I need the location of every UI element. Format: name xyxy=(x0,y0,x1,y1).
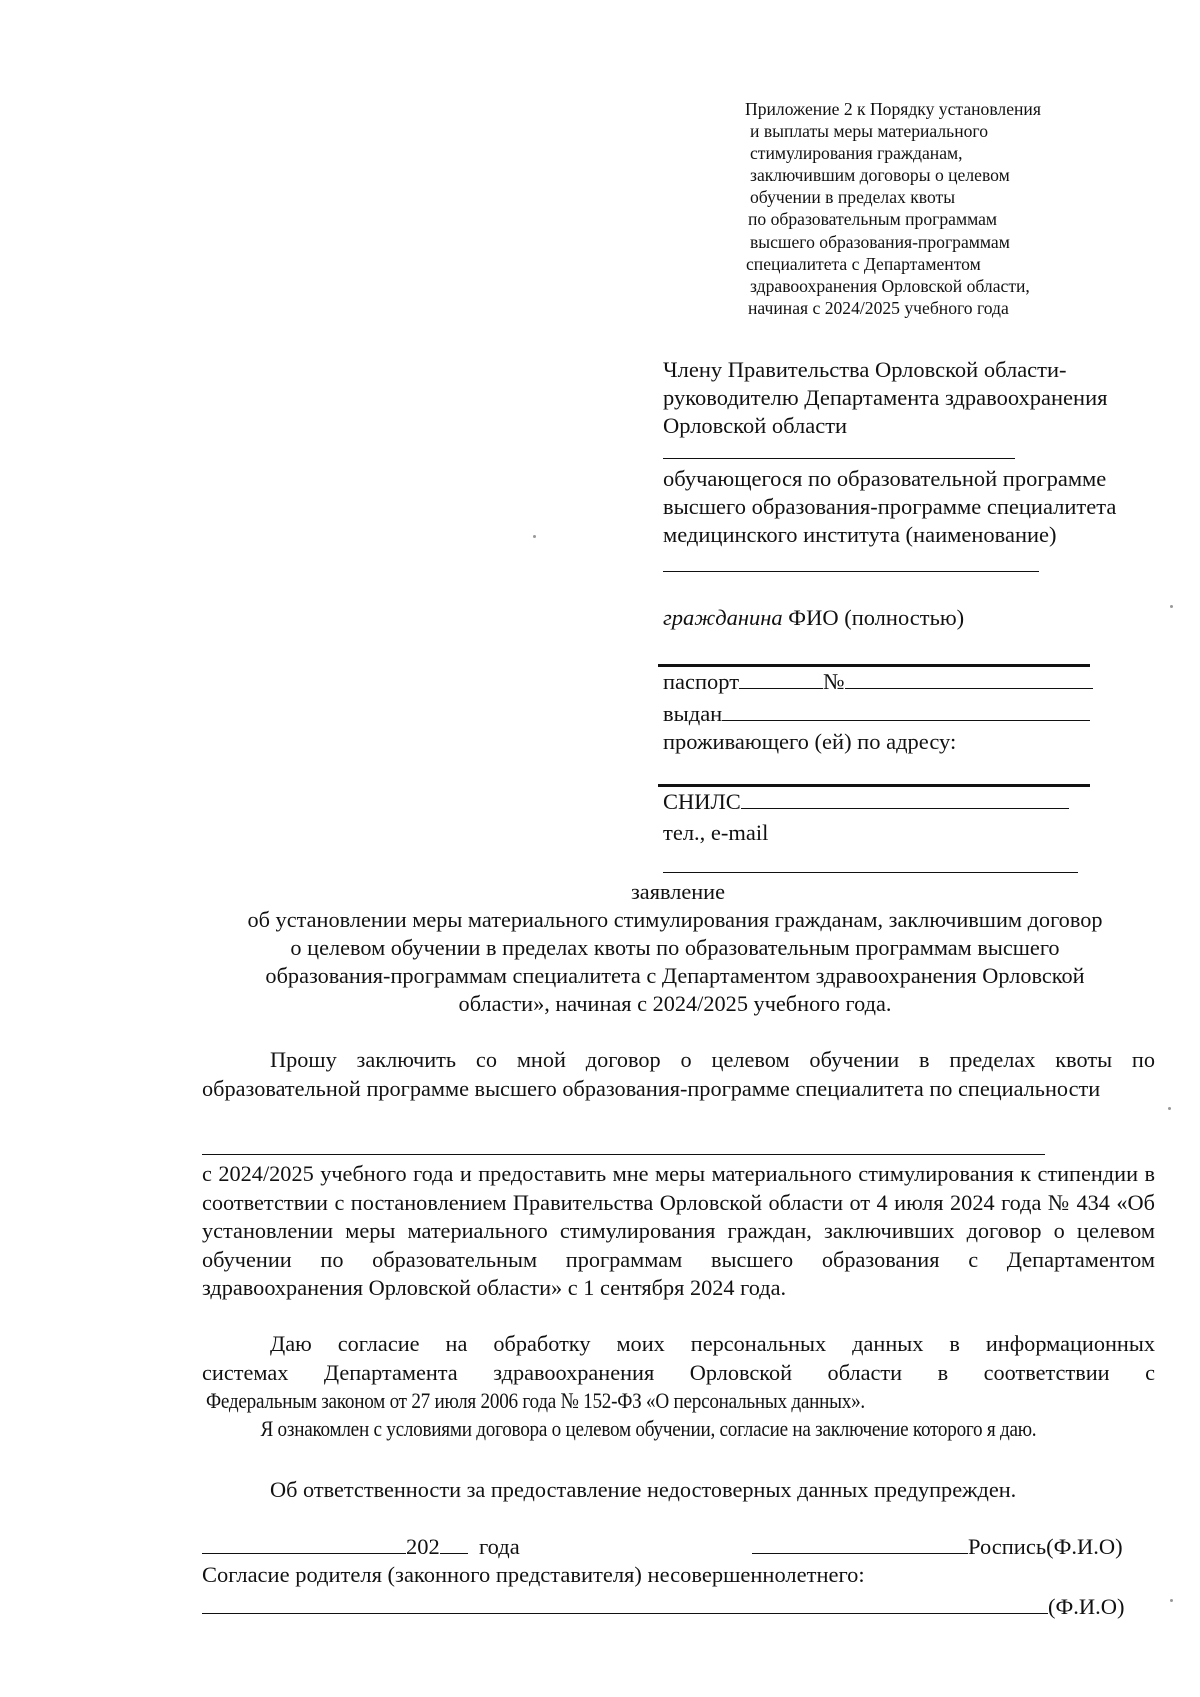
student-line: высшего образования-программе специалитета xyxy=(663,494,1117,519)
number-sign: № xyxy=(823,669,845,694)
address-blank[interactable] xyxy=(658,784,1090,787)
appendix-line: специалитета с Департаментом xyxy=(746,253,981,274)
continuation-paragraph: с 2024/2025 учебного года и предоставить мне меры материального стимулирования к стипендии в соответствии с постановлением Правительства Орловской области от 4 июля 2024 года № 434 «Об установлении меры материального стимулирования граждан, заключивших договор о целевом обучении по образовательным программам высшего образования с Департаментом здравоохранения Орловской области» с 1 сентября 2024 года. xyxy=(202,1161,1155,1300)
title-line: о целевом обучении в пределах квоты по образовательным программам высшего xyxy=(290,935,1060,960)
addressee-line: Члену Правительства Орловской области- xyxy=(663,357,1067,382)
year-blank[interactable] xyxy=(440,1533,468,1554)
parent-fio-row xyxy=(202,1593,1125,1621)
addressee-line: Орловской области xyxy=(663,413,848,438)
issued-row xyxy=(663,700,1090,728)
date-blank[interactable] xyxy=(202,1533,406,1554)
consent-law-line: Федеральным законом от 27 июля 2006 года № 152-ФЗ «О персональных данных». xyxy=(206,1388,865,1413)
student-line: обучающегося по образовательной программе xyxy=(663,466,1107,491)
scan-speck xyxy=(1170,605,1173,608)
addressee-line: руководителю Департамента здравоохранения xyxy=(663,385,1108,410)
signature-label: Роспись(Ф.И.О) xyxy=(968,1534,1123,1559)
addressee-block xyxy=(663,356,1107,440)
consent-line: системах Департамента здравоохранения Орловской области в соответствии с xyxy=(202,1359,1155,1385)
appendix-line: высшего образования-программам xyxy=(750,231,1010,252)
citizen-rest: ФИО (полностью) xyxy=(782,605,965,630)
appendix-note xyxy=(745,98,1041,319)
snils-blank[interactable] xyxy=(741,788,1069,809)
parent-consent-label: Согласие родителя (законного представителя) несовершеннолетнего: xyxy=(202,1562,865,1587)
contact-label: тел., e-mail xyxy=(663,820,769,845)
request-paragraph: Прошу заключить со мной договор о целевом обучении в пределах квоты по образовательной программе высшего образования-программе специалитета по специальности xyxy=(202,1047,1155,1101)
parent-fio-blank[interactable] xyxy=(202,1593,1048,1614)
title-line: об установлении меры материального стимулирования гражданам, заключившим договор xyxy=(247,907,1103,932)
contact-blank[interactable] xyxy=(663,872,1078,873)
scan-speck xyxy=(533,535,536,538)
passport-row xyxy=(663,668,1093,696)
acquainted-paragraph: Я ознакомлен с условиями договора о целевом обучении, согласие на заключение которого я даю. xyxy=(260,1416,1037,1441)
appendix-line: начиная с 2024/2025 учебного года xyxy=(748,297,1009,318)
appendix-line: здравоохранения Орловской области, xyxy=(750,275,1030,296)
snils-row xyxy=(663,788,1069,816)
appendix-line: заключившим договоры о целевом xyxy=(750,165,1010,186)
citizen-italic: гражданина xyxy=(663,605,783,630)
signature-blank[interactable] xyxy=(752,1533,968,1554)
title-line: области», начиная с 2024/2025 учебного года. xyxy=(458,991,892,1016)
fio-blank[interactable] xyxy=(658,664,1090,667)
signature-row xyxy=(752,1533,1123,1561)
student-line: медицинского института (наименование) xyxy=(663,522,1057,547)
passport-label: паспорт xyxy=(663,669,740,694)
snils-label: СНИЛС xyxy=(663,789,741,814)
appendix-line: и выплаты меры материального xyxy=(750,121,988,142)
statement-title xyxy=(180,906,1170,1018)
official-name-blank[interactable] xyxy=(663,458,1015,459)
scan-speck xyxy=(1170,1599,1173,1602)
passport-series-blank[interactable] xyxy=(739,668,823,689)
issued-label: выдан xyxy=(663,701,723,726)
residing-label: проживающего (ей) по адресу: xyxy=(663,729,957,754)
appendix-line: стимулирования гражданам, xyxy=(750,143,963,164)
issued-blank[interactable] xyxy=(722,700,1090,721)
appendix-line: обучении в пределах квоты xyxy=(750,187,956,208)
student-block xyxy=(663,465,1116,549)
appendix-line: по образовательным программам xyxy=(748,209,998,230)
fio-label: (Ф.И.О) xyxy=(1048,1594,1125,1619)
citizen-fio-label xyxy=(663,604,964,632)
appendix-line: Приложение 2 к Порядку установления xyxy=(745,99,1041,119)
institute-name-blank[interactable] xyxy=(663,571,1039,572)
year-word: года xyxy=(479,1534,520,1559)
consent-paragraph xyxy=(202,1330,1155,1416)
responsibility-paragraph: Об ответственности за предоставление недостоверных данных предупрежден. xyxy=(270,1477,1017,1502)
date-row xyxy=(202,1533,520,1561)
statement-word: заявление xyxy=(631,879,725,904)
passport-number-blank[interactable] xyxy=(845,668,1093,689)
year-prefix: 202 xyxy=(406,1534,440,1559)
specialty-blank[interactable] xyxy=(202,1154,1045,1155)
scan-speck xyxy=(1168,1107,1171,1110)
consent-line: Даю согласие на обработку моих персональных данных в информационных xyxy=(270,1331,1155,1356)
title-line: образования-программам специалитета с Департаментом здравоохранения Орловской xyxy=(265,963,1085,988)
